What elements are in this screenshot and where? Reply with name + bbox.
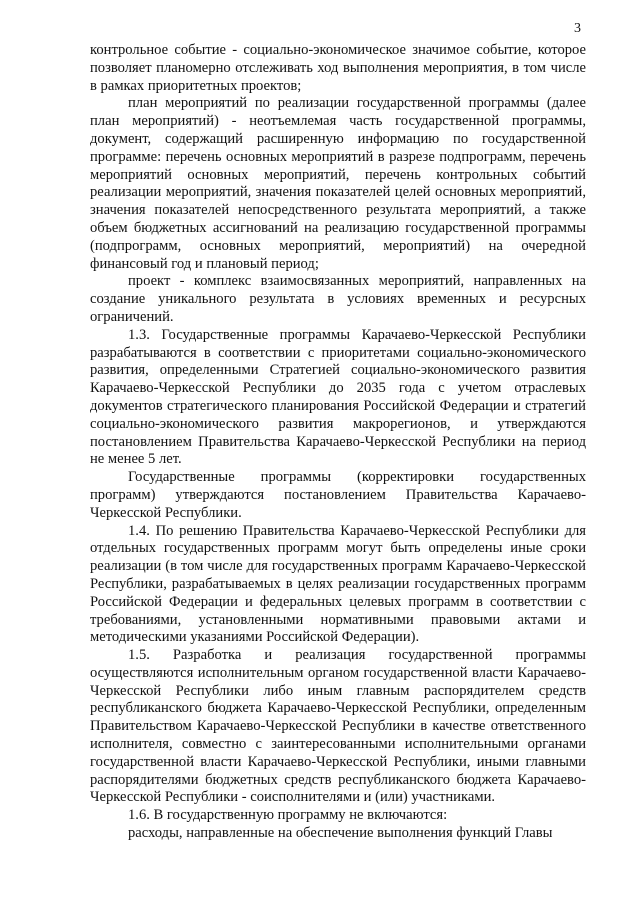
paragraph-clause-1-5: 1.5. Разработка и реализация государственной программы осуществляются исполнительным органом государственной власти Карачаево-Черкесской Республики либо иным главным распорядителем средств республиканского бюджета Карачаево-Черкесской Республики, определенным Правительством Карачаево-Черкесской Республики в качестве ответственного исполнителя, совместно с заинтересованными исполнительными органами государственной власти Карачаево-Черкесской Республики, иными главными распорядителями бюджетных средств республиканского бюджета Карачаево-Черкесской Республики - соисполнителями и (или) участниками. [90,647,586,806]
document-body [90,42,586,843]
paragraph-excluded-expenses: расходы, направленные на обеспечение выполнения функций Главы [128,825,553,842]
paragraph-action-plan-definition: план мероприятий по реализации государственной программы (далее план мероприятий) - неотъемлемая часть государственной программы, документ, содержащий расширенную информацию по государственной программе: перечень основных мероприятий в разрезе подпрограмм, перечень мероприятий основных мероприятий, перечень контрольных событий реализации мероприятий, значения показателей целей основных мероприятий, значения показателей непосредственного результата мероприятий, а также объем бюджетных ассигнований на реализацию государственной программы (подпрограмм, основных мероприятий, мероприятий) на очередной финансовый год и плановый период; [90,95,586,272]
paragraph-clause-1-6: 1.6. В государственную программу не включаются: [128,807,448,824]
paragraph-clause-1-4: 1.4. По решению Правительства Карачаево-Черкесской Республики для отдельных государственных программ могут быть определены иные сроки реализации (в том числе для государственных программ Карачаево-Черкесской Республики, разрабатываемых в целях реализации государственных программ Российской Федерации и федеральных целевых программ в соответствии с требованиями, установленными нормативными правовыми актами и методическими указаниями Российской Федерации). [90,522,586,646]
paragraph-program-approval: Государственные программы (корректировки государственных программ) утверждаются постановлением Правительства Карачаево-Черкесской Республики. [90,469,586,521]
paragraph-project-definition: проект - комплекс взаимосвязанных мероприятий, направленных на создание уникального результата в условиях временных и ресурсных ограничений. [90,273,586,325]
paragraph-clause-1-3: 1.3. Государственные программы Карачаево-Черкесской Республики разрабатываются в соответствии с приоритетами социально-экономического развития, определенными Стратегией социально-экономического развития Карачаево-Черкесской Республики до 2035 года с учетом отраслевых документов стратегического планирования Российской Федерации и стратегий социально-экономического развития макрорегионов, и утверждаются постановлением Правительства Карачаево-Черкесской Республики на период не менее 5 лет. [90,326,586,468]
page-number: 3 [574,21,581,36]
paragraph-control-event-definition: контрольное событие - социально-экономическое значимое событие, которое позволяет планомерно отслеживать ход выполнения мероприятия, в том числе в рамках приоритетных проектов; [90,42,586,94]
